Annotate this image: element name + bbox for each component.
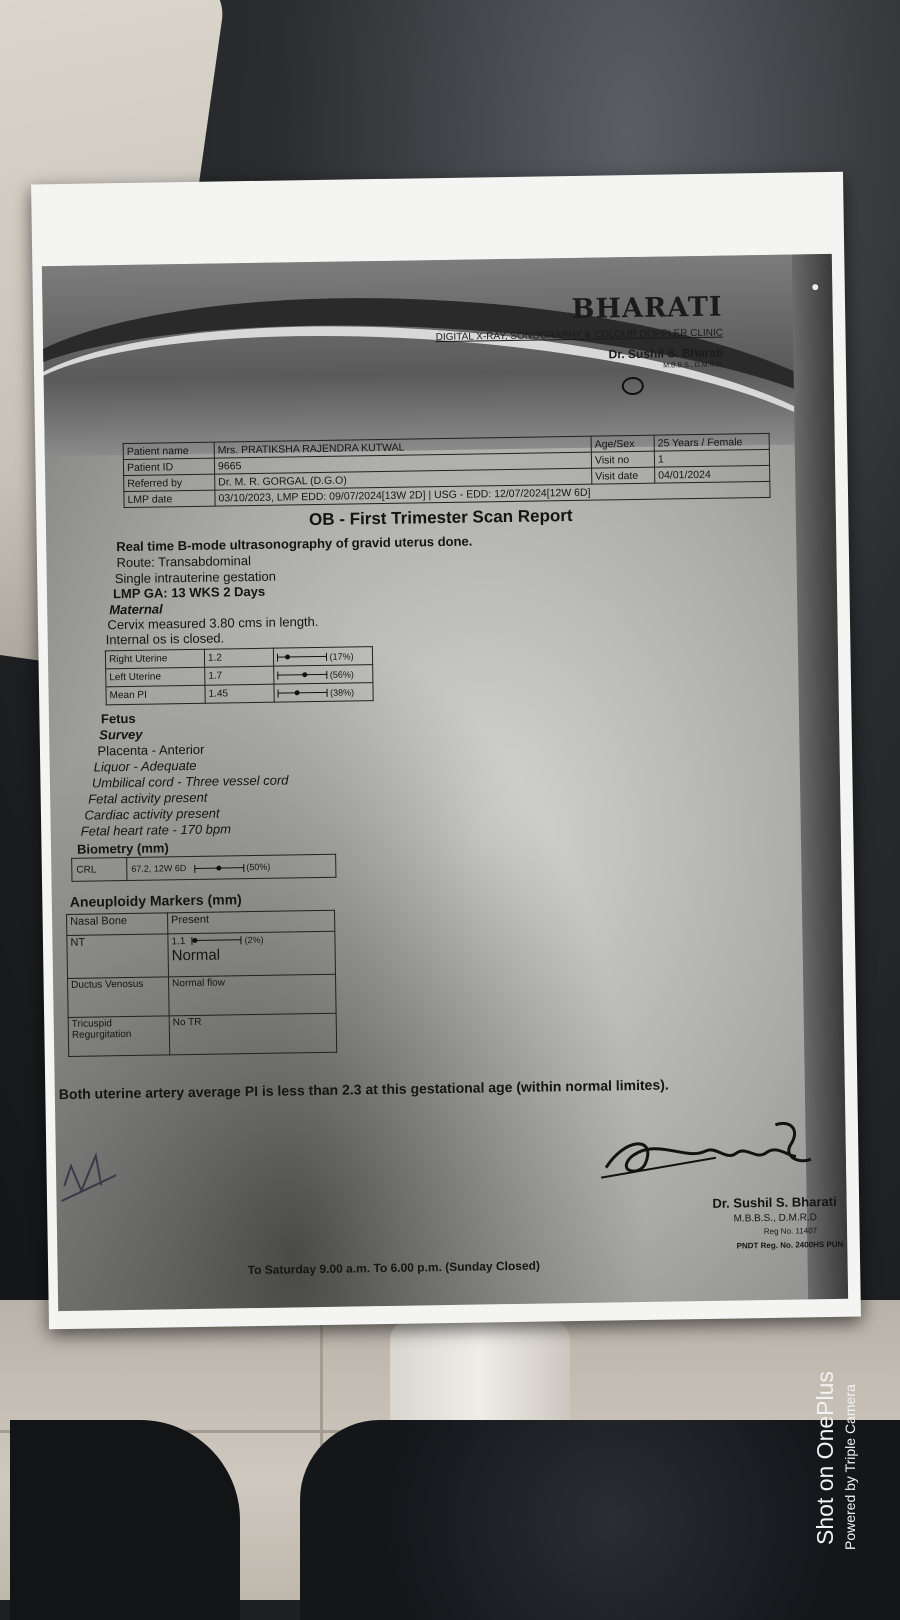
fetal-activity: Fetal activity present — [88, 789, 208, 807]
umbilical-cord: Umbilical cord - Three vessel cord — [91, 772, 289, 791]
nt-label: NT — [67, 934, 169, 979]
percentile-marker — [194, 864, 244, 873]
printed-report — [42, 254, 848, 1311]
aneuploidy-table — [66, 910, 337, 1057]
patient-name-label: Patient name — [123, 442, 214, 459]
pi-percentile: (17%) — [273, 647, 372, 667]
table-row — [68, 1013, 337, 1056]
signature-reg: Reg No. 11407 — [763, 1226, 818, 1237]
table-row — [72, 854, 336, 881]
camera-watermark: Shot on OnePlus — [812, 1371, 838, 1545]
percentile-marker — [278, 689, 328, 698]
visit-date: 04/01/2024 — [655, 465, 770, 483]
aneuploidy-heading: Aneuploidy Markers (mm) — [69, 891, 242, 910]
percentile-marker — [191, 936, 241, 945]
cervix-length: Cervix measured 3.80 cms in length. — [107, 613, 319, 633]
clinic-name: BHARATI — [571, 291, 723, 325]
biometry-table — [71, 854, 336, 882]
visit-no-label: Visit no — [591, 451, 654, 468]
visit-no: 1 — [654, 449, 769, 467]
nt-result: Normal — [171, 946, 221, 965]
pi-percentile: (38%) — [274, 683, 373, 703]
signature-pndt: PNDT Reg. No. 2400HS PUN — [736, 1239, 844, 1251]
crl-value: 67.2, 12W 6D (50%) — [127, 854, 336, 880]
agesex-label: Age/Sex — [591, 435, 654, 452]
dark-fabric — [300, 1420, 900, 1620]
table-row — [106, 683, 373, 705]
ductus-venosus-label: Ductus Venosus — [68, 977, 170, 1018]
pi-percentile: (56%) — [274, 665, 373, 685]
signature-degree: M.B.B.S., D.M.R.D — [733, 1212, 817, 1225]
survey-heading: Survey — [99, 726, 143, 743]
report-route: Route: Transabdominal — [116, 553, 252, 571]
conclusion: Both uterine artery average PI is less than 2.3 at this gestational age (within normal limites). — [58, 1076, 669, 1103]
patient-id-label: Patient ID — [123, 458, 214, 475]
fetus-heading: Fetus — [100, 710, 136, 727]
patient-id: 9665 — [214, 452, 591, 474]
pi-value: 1.2 — [204, 648, 273, 667]
visit-date-label: Visit date — [592, 467, 655, 484]
uterine-pi-table — [105, 646, 374, 705]
report-intro: Real time B-mode ultrasonography of gravid uterus done. — [116, 533, 473, 555]
pi-value: 1.45 — [205, 684, 274, 703]
percentile-marker — [277, 671, 327, 680]
agesex: 25 Years / Female — [654, 433, 769, 451]
clinic-hours: To Saturday 9.00 a.m. To 6.00 p.m. (Sunday Closed) — [247, 1258, 541, 1278]
tricuspid-label: Tricuspid Regurgitation — [68, 1016, 170, 1057]
tricuspid-value: No TR — [169, 1013, 337, 1055]
table-row — [67, 931, 336, 978]
table-row — [68, 974, 337, 1017]
lmp-date: 03/10/2023, LMP EDD: 09/07/2024[13W 2D] | USG - EDD: 12/07/2024[12W 6D] — [215, 481, 770, 506]
internal-os: Internal os is closed. — [105, 630, 225, 648]
lmp-label: LMP date — [124, 490, 215, 507]
camera-watermark-sub: Powered by Triple Camera — [842, 1384, 858, 1550]
patient-info-table — [123, 433, 771, 508]
nasal-bone-value: Present — [168, 910, 335, 934]
maternal-heading: Maternal — [109, 601, 163, 618]
percentile-marker — [277, 653, 327, 662]
fetal-heart-rate: Fetal heart rate - 170 bpm — [80, 821, 232, 839]
report-lmp-ga: LMP GA: 13 WKS 2 Days — [112, 583, 266, 602]
liquor: Liquor - Adequate — [93, 757, 197, 775]
pi-label: Right Uterine — [105, 649, 204, 669]
referred-by: Dr. M. R. GORGAL (D.G.O) — [215, 468, 592, 490]
cardiac-activity: Cardiac activity present — [84, 805, 220, 823]
pi-label: Mean PI — [106, 685, 205, 705]
pi-value: 1.7 — [205, 666, 274, 685]
pi-label: Left Uterine — [106, 667, 205, 687]
patient-name: Mrs. PRATIKSHA RAJENDRA KUTWAL — [214, 436, 591, 458]
referred-by-label: Referred by — [124, 474, 215, 491]
report-gestation: Single intrauterine gestation — [114, 568, 277, 587]
nt-value: 1.1 (2%) Normal — [168, 931, 336, 977]
dark-shoe — [10, 1420, 240, 1620]
ductus-venosus-value: Normal flow — [169, 974, 337, 1016]
handwritten-mark — [56, 1145, 127, 1206]
placenta: Placenta - Anterior — [97, 741, 205, 759]
signature-name: Dr. Sushil S. Bharati — [712, 1193, 837, 1211]
nasal-bone-label: Nasal Bone — [67, 913, 168, 936]
clinic-doctor-degree: M.B.B.S., D.M.R.D. — [663, 361, 724, 370]
clinic-subtitle: DIGITAL X-RAY, SONOGRAPHY & COLOUR DOPPLER CLINIC — [435, 327, 724, 344]
clinic-doctor: Dr. Sushil S. Bharati — [608, 345, 724, 362]
doctor-signature — [595, 1114, 816, 1187]
report-title: OB - First Trimester Scan Report — [308, 505, 573, 530]
biometry-heading: Biometry (mm) — [76, 840, 169, 857]
crl-label: CRL — [72, 858, 127, 882]
